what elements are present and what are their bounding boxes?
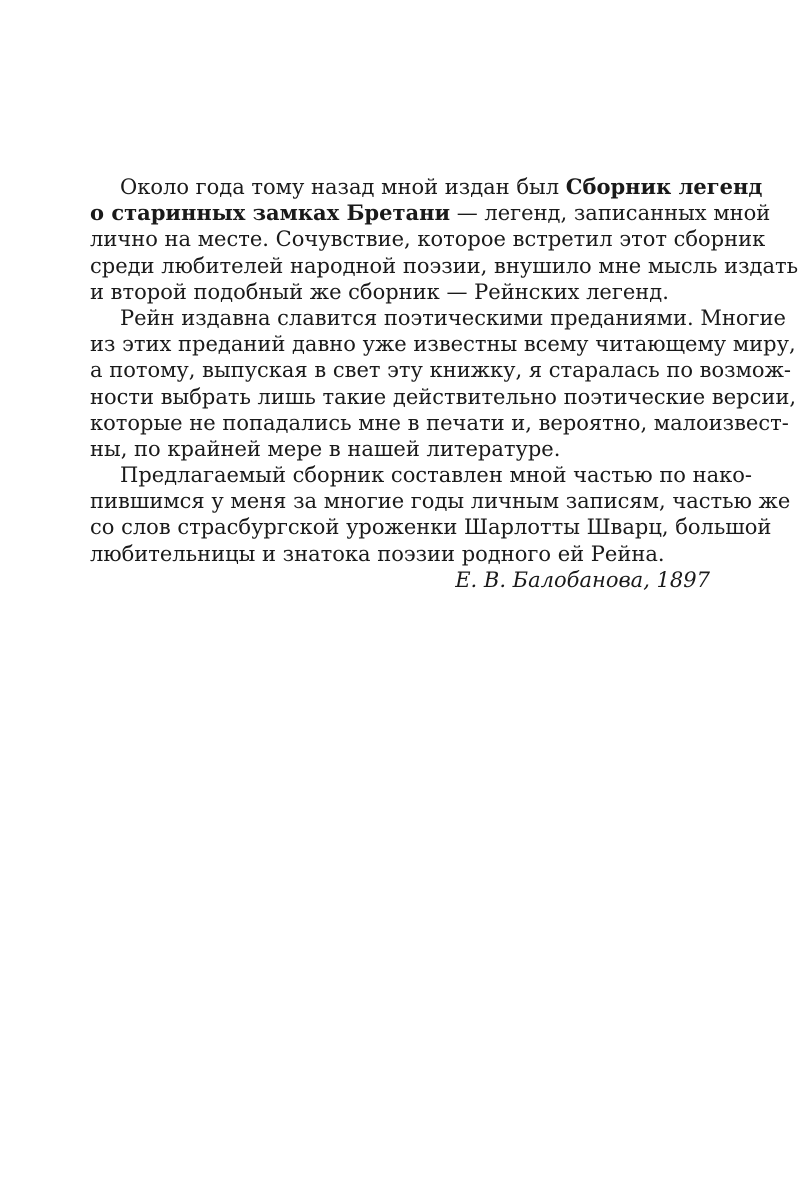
text-line: и второй подобный же сборник — Рейнских легенд. [90,279,669,304]
text-line: из этих преданий давно уже известны всему читающему миру, [90,332,796,357]
text-line: любительницы и знатока поэзии родного ей Рейна. [90,541,665,566]
preface-text [90,174,799,593]
text-line: о старинных замках Бретани — легенд, записанных мной [90,200,771,226]
paragraph-1 [90,174,799,305]
text-line: а потому, выпуская в свет эту книжку, я старалась по возмож- [90,358,791,383]
text-line: пившимся у меня за многие годы личным записям, частью же [90,489,791,514]
paragraph-2 [90,305,797,462]
text-line: среди любителей народной поэзии, внушило мне мысль издать [90,253,799,278]
author-signature: Е. В. Балобанова, 1897 [455,567,710,592]
text-line: Предлагаемый сборник составлен мной частью по нако- [120,463,753,488]
text-line: ны, по крайней мере в нашей литературе. [90,436,561,461]
text-line: лично на месте. Сочувствие, которое встретил этот сборник [90,227,766,252]
book-title-bold: о старинных замках Бретани [90,200,451,226]
text-line: Рейн издавна славится поэтическими преданиями. Многие [120,305,786,330]
text-line: ности выбрать лишь такие действительно поэтические версии, [90,384,797,409]
book-title-bold: Сборник легенд [565,174,763,199]
text-line: которые не попадались мне в печати и, вероятно, малоизвест- [90,410,789,435]
paragraph-3 [90,462,791,567]
text-line: Около года тому назад мной издан был Сборник легенд [120,174,763,199]
text-line: со слов страсбургской уроженки Шарлотты Шварц, большой [90,515,772,540]
